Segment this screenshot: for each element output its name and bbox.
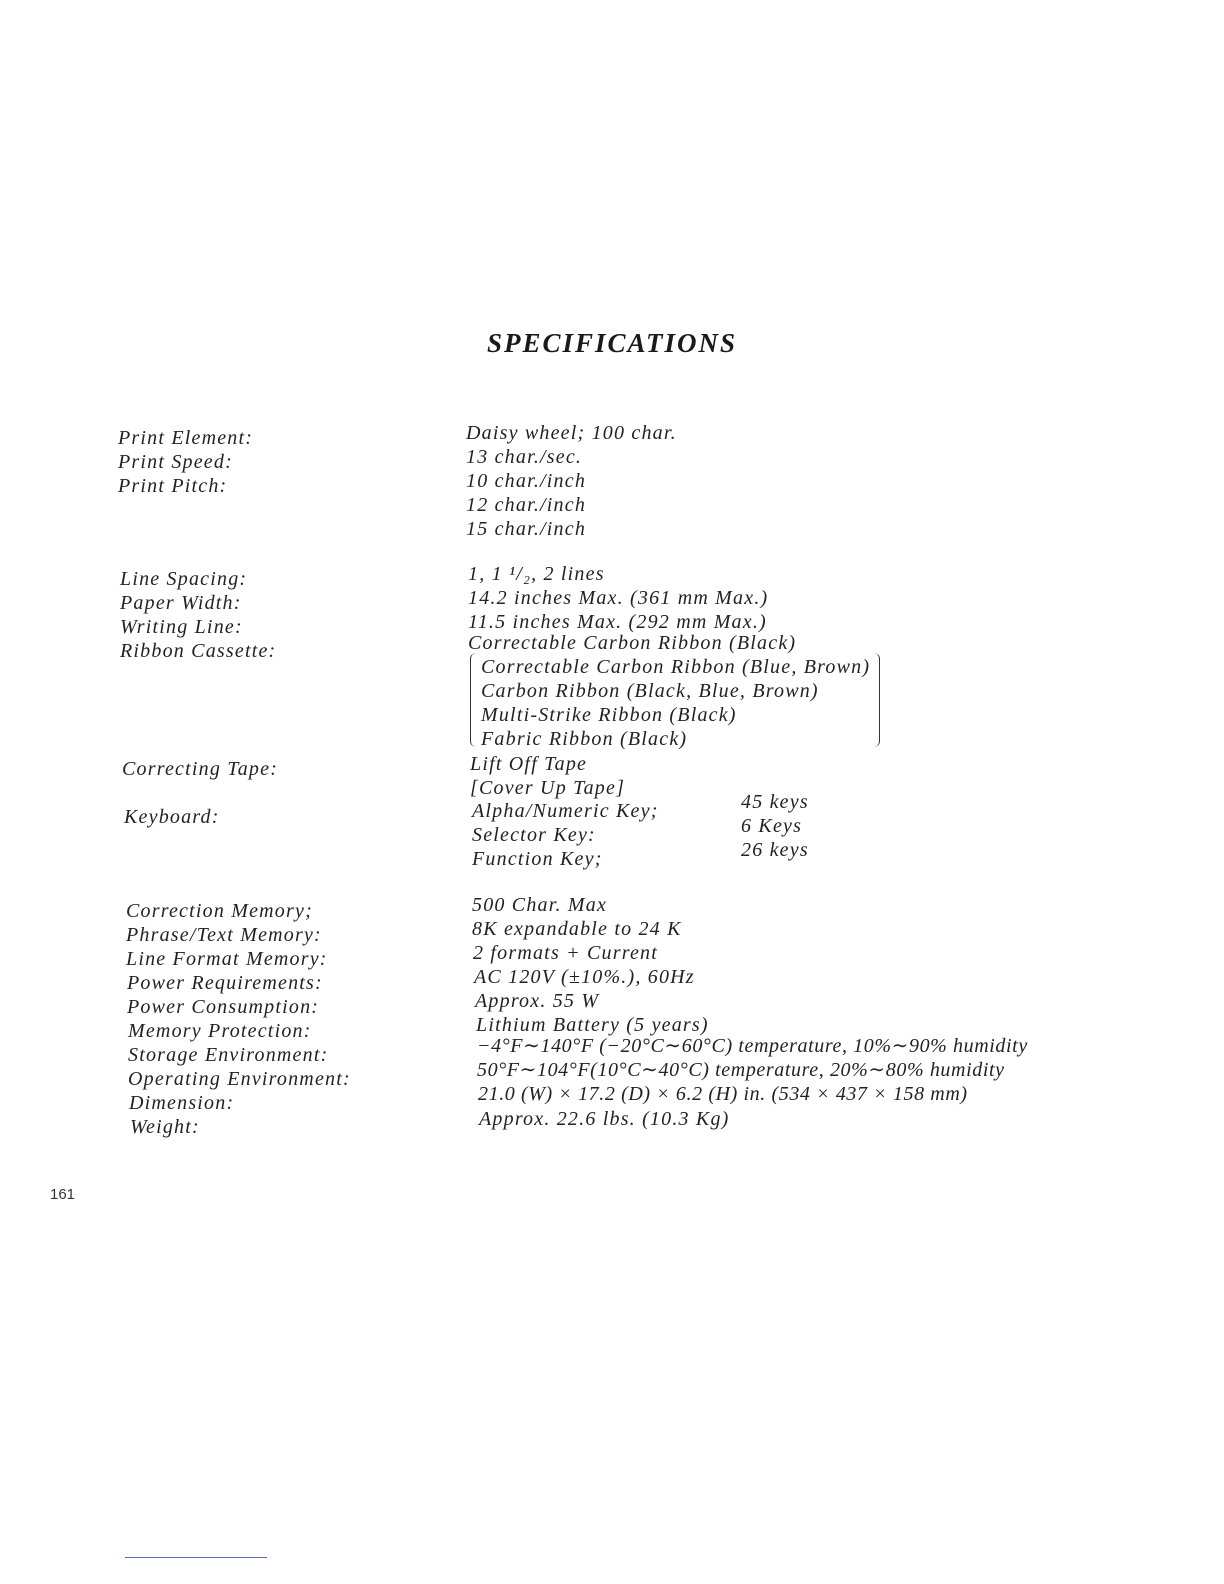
label-operating-environment: Operating Environment: xyxy=(128,1068,351,1090)
keyboard-key-counts xyxy=(741,790,809,862)
value-print-speed: 13 char./sec. xyxy=(466,446,583,468)
label-weight: Weight: xyxy=(130,1116,200,1138)
keyboard-key-name: Function Key; xyxy=(472,848,603,870)
keyboard-key-count: 6 Keys xyxy=(741,815,803,837)
keyboard-key-names xyxy=(472,799,659,871)
keyboard-key-name: Selector Key: xyxy=(472,824,596,846)
keyboard-key-count: 45 keys xyxy=(741,791,809,813)
value-paper-width: 14.2 inches Max. (361 mm Max.) xyxy=(468,587,769,609)
label-phrase-text-memory: Phrase/Text Memory: xyxy=(126,924,322,946)
value-correcting-tape xyxy=(470,752,625,800)
value-weight: Approx. 22.6 lbs. (10.3 Kg) xyxy=(479,1108,730,1130)
bottom-rule xyxy=(125,1557,267,1558)
label-print-speed: Print Speed: xyxy=(118,451,233,473)
ribbon-option: Fabric Ribbon (Black) xyxy=(481,728,688,750)
value-correction-memory: 500 Char. Max xyxy=(472,894,608,916)
label-correction-memory: Correction Memory; xyxy=(126,900,313,922)
print-pitch-option: 15 char./inch xyxy=(466,518,587,540)
label-correcting-tape: Correcting Tape: xyxy=(122,758,279,780)
keyboard-key-count: 26 keys xyxy=(741,839,809,861)
value-power-requirements: AC 120V (±10%.), 60Hz xyxy=(474,966,695,988)
correcting-tape-option: [Cover Up Tape] xyxy=(470,777,626,799)
value-power-consumption: Approx. 55 W xyxy=(475,990,600,1012)
label-power-requirements: Power Requirements: xyxy=(127,972,323,994)
ribbon-option: Correctable Carbon Ribbon (Blue, Brown) xyxy=(481,656,871,678)
value-writing-line: 11.5 inches Max. (292 mm Max.) xyxy=(468,611,767,633)
label-ribbon-cassette: Ribbon Cassette: xyxy=(120,640,277,662)
label-storage-environment: Storage Environment: xyxy=(128,1044,329,1066)
label-line-format-memory: Line Format Memory: xyxy=(126,948,328,970)
print-pitch-option: 12 char./inch xyxy=(466,494,587,516)
value-print-pitch xyxy=(466,469,586,541)
value-phrase-text-memory: 8K expandable to 24 K xyxy=(472,918,682,940)
label-keyboard: Keyboard: xyxy=(124,806,220,828)
ribbon-options-list xyxy=(481,655,870,751)
value-storage-environment: −4°F∼140°F (−20°C∼60°C) temperature, 10%∼90% humidity xyxy=(477,1035,1028,1057)
value-dimension: 21.0 (W) × 17.2 (D) × 6.2 (H) in. (534 × 437 × 158 mm) xyxy=(478,1083,968,1105)
label-power-consumption: Power Consumption: xyxy=(127,996,320,1018)
ribbon-option: Multi-Strike Ribbon (Black) xyxy=(481,704,737,726)
value-operating-environment: 50°F∼104°F(10°C∼40°C) temperature, 20%∼80% humidity xyxy=(477,1059,1005,1081)
correcting-tape-option: Lift Off Tape xyxy=(470,753,588,775)
label-writing-line: Writing Line: xyxy=(120,616,243,638)
value-line-spacing: 1, 1 ¹/₂, 2 lines xyxy=(468,563,605,585)
label-memory-protection: Memory Protection: xyxy=(128,1020,312,1042)
label-line-spacing: Line Spacing: xyxy=(120,568,248,590)
label-paper-width: Paper Width: xyxy=(120,592,242,614)
value-ribbon-cassette: Correctable Carbon Ribbon (Black) xyxy=(468,632,797,654)
page-number: 161 xyxy=(50,1186,76,1203)
label-dimension: Dimension: xyxy=(129,1092,235,1114)
value-line-format-memory: 2 formats + Current xyxy=(473,942,659,964)
ribbon-option: Carbon Ribbon (Black, Blue, Brown) xyxy=(481,680,819,702)
print-pitch-option: 10 char./inch xyxy=(466,470,587,492)
value-print-element: Daisy wheel; 100 char. xyxy=(466,422,677,444)
page-title: SPECIFICATIONS xyxy=(486,328,738,358)
label-print-pitch: Print Pitch: xyxy=(118,475,228,497)
keyboard-key-name: Alpha/Numeric Key; xyxy=(472,800,659,822)
value-memory-protection: Lithium Battery (5 years) xyxy=(476,1014,709,1036)
label-print-element: Print Element: xyxy=(118,427,254,449)
